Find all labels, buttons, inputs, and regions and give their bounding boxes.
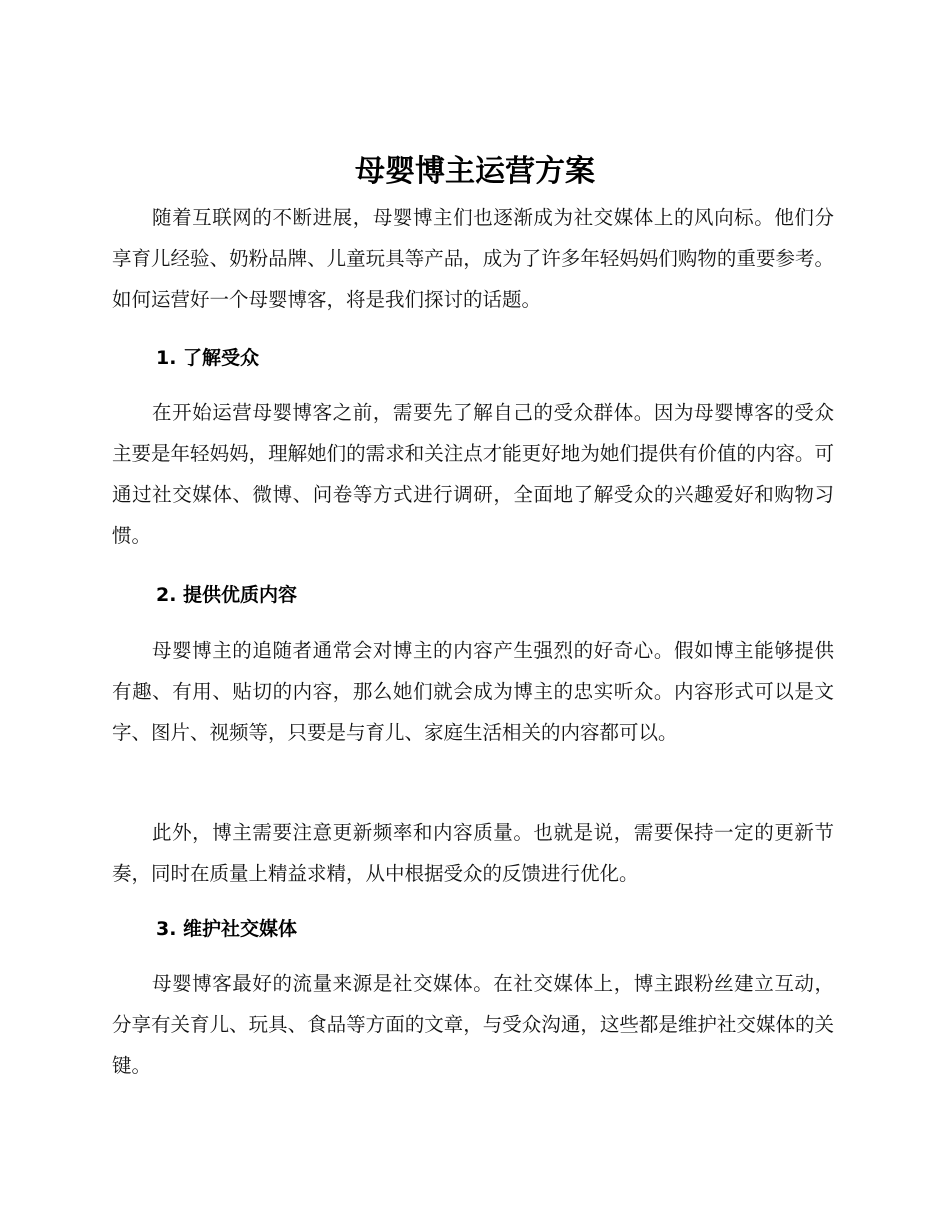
section-2-paragraph-2: 此外，博主需要注意更新频率和内容质量。也就是说，需要保持一定的更新节奏，同时在质量上精益求精，从中根据受众的反馈进行优化。 <box>112 821 834 885</box>
section-1-paragraph-1: 在开始运营母婴博客之前，需要先了解自己的受众群体。因为母婴博客的受众主要是年轻妈妈，理解她们的需求和关注点才能更好地为她们提供有价值的内容。可通过社交媒体、微博、问卷等方式进行调研，全面地了解受众的兴趣爱好和购物习惯。 <box>112 401 834 547</box>
section-heading-3: 3. 维护社交媒体 <box>156 918 298 940</box>
intro-paragraph: 随着互联网的不断进展，母婴博主们也逐渐成为社交媒体上的风向标。他们分享育儿经验、奶粉品牌、儿童玩具等产品，成为了许多年轻妈妈们购物的重要参考。如何运营好一个母婴博客，将是我们探讨的话题。 <box>112 206 834 311</box>
section-heading-1: 1. 了解受众 <box>156 347 260 369</box>
section-2-paragraph-1: 母婴博主的追随者通常会对博主的内容产生强烈的好奇心。假如博主能够提供有趣、有用、贴切的内容，那么她们就会成为博主的忠实听众。内容形式可以是文字、图片、视频等，只要是与育儿、家庭生活相关的内容都可以。 <box>112 639 834 744</box>
section-3-paragraph-1: 母婴博客最好的流量来源是社交媒体。在社交媒体上，博主跟粉丝建立互动，分享有关育儿、玩具、食品等方面的文章，与受众沟通，这些都是维护社交媒体的关键。 <box>112 972 834 1077</box>
document-title: 母婴博主运营方案 <box>355 154 595 189</box>
section-heading-2: 2. 提供优质内容 <box>156 584 298 606</box>
